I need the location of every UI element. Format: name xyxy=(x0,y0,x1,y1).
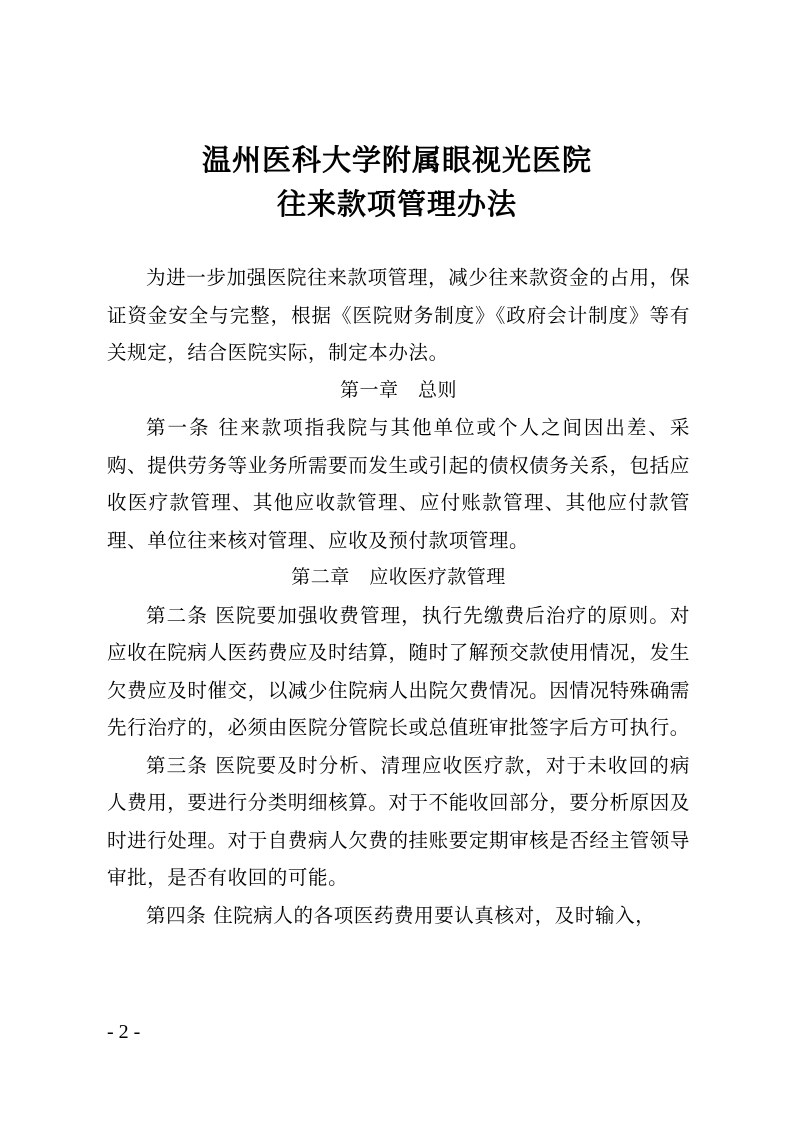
intro-paragraph: 为进一步加强医院往来款项管理，减少往来款资金的占用，保证资金安全与完整，根据《医院财务制度》《政府会计制度》等有关规定，结合医院实际，制定本办法。 xyxy=(107,266,690,364)
chapter-1-heading: 第一章 总则 xyxy=(339,378,457,401)
article-2: 第二条 医院要加强收费管理，执行先缴费后治疗的原则。对应收在院病人医药费应及时结算，随时了解预交款使用情况，发生欠费应及时催交，以减少住院病人出院欠费情况。因情况特殊确需先行治疗的，必须由医院分管院长或总值班审批签字后方可执行。 xyxy=(107,603,690,739)
title-line-1: 温州医科大学附属眼视光医院 xyxy=(201,143,592,177)
chapter-2-heading: 第二章 应收医疗款管理 xyxy=(291,566,506,588)
article-4: 第四条 住院病人的各项医药费用要认真核对，及时输入， xyxy=(146,903,656,927)
title-line-2: 往来款项管理办法 xyxy=(276,187,517,221)
page-number: - 2 - xyxy=(107,1021,141,1043)
document-title xyxy=(0,138,794,226)
article-1: 第一条 往来款项指我院与其他单位或个人之间因出差、采购、提供劳务等业务所需要而发生或引起的债权债务关系，包括应收医疗款管理、其他应收款管理、应付账款管理、其他应付款管理、单位往来核对管理、应收及预付款项管理。 xyxy=(107,416,690,552)
article-3: 第三条 医院要及时分析、清理应收医疗款，对于未收回的病人费用，要进行分类明细核算。对于不能收回部分，要分析原因及时进行处理。对于自费病人欠费的挂账要定期审核是否经主管领导审批，是否有收回的可能。 xyxy=(107,753,690,889)
document-body xyxy=(107,259,690,934)
